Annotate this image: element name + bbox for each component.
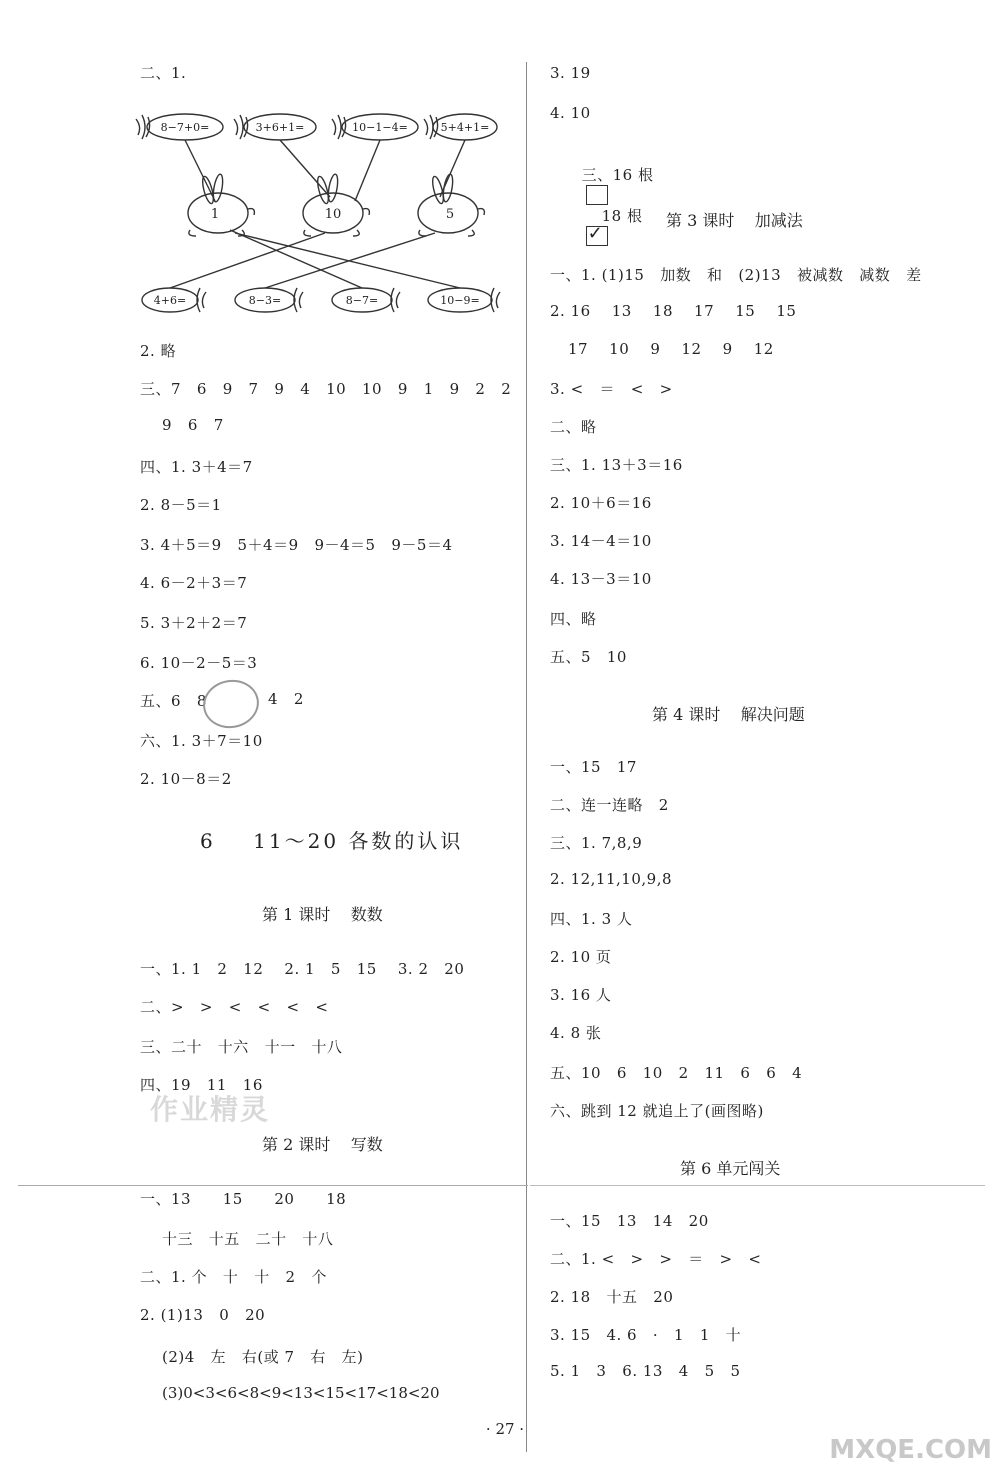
carrot-top-label-2: 3+6+1= xyxy=(255,121,305,134)
match-line xyxy=(185,140,215,201)
answer-line: 2. 8－5＝1 xyxy=(140,496,222,514)
answer-line: 2. 10－8＝2 xyxy=(140,770,232,788)
answer-line: 5. 3＋2＋2＝7 xyxy=(140,614,248,632)
answer-line: 一、1. 1 2 12 2. 1 5 15 3. 2 20 xyxy=(140,960,465,978)
rabbit-carrot-matching-figure xyxy=(130,105,520,320)
lesson-1-title: 第 1 课时 数数 xyxy=(262,905,383,924)
answer-line: 三、二十 十六 十一 十八 xyxy=(140,1038,343,1056)
answer-line: 2. (1)13 0 20 xyxy=(140,1306,266,1324)
answer-line: 6. 10－2－5＝3 xyxy=(140,654,258,672)
checked-checkbox xyxy=(586,226,608,246)
answer-line: 三、1. 7,8,9 xyxy=(550,834,643,852)
answer-line: 4. 10 xyxy=(550,104,591,122)
answer-line: 3. 15 4. 6 · 1 1 十 xyxy=(550,1326,742,1344)
column-divider xyxy=(526,62,527,1452)
horizontal-divider-left xyxy=(18,1185,528,1186)
answer-line: 2. 略 xyxy=(140,342,177,360)
carrot-top-label-3: 10−1−4= xyxy=(352,121,408,134)
answer-line: 二、> > < < < < xyxy=(140,998,329,1016)
answer-line: 六、跳到 12 就追上了(画图略) xyxy=(550,1102,764,1120)
stamp-mark xyxy=(199,676,262,733)
answer-line: 三、1. 13＋3＝16 xyxy=(550,456,683,474)
lesson-3-title: 第 3 课时 加减法 xyxy=(666,211,803,230)
answer-line: 二、连一连略 2 xyxy=(550,796,669,814)
answer-line: 9 6 7 xyxy=(162,416,224,434)
carrot-top-label-1: 8−7+0= xyxy=(160,121,210,134)
answer-line: 3. 16 人 xyxy=(550,986,612,1004)
match-line xyxy=(235,233,460,288)
answer-line: 三、7 6 9 7 9 4 10 10 9 1 9 2 2 xyxy=(140,380,512,398)
unit-6-review-title: 第 6 单元闯关 xyxy=(680,1159,781,1178)
answer-line: 十三 十五 二十 十八 xyxy=(162,1230,334,1248)
answer-line: 一、1. (1)15 加数 和 (2)13 被减数 减数 差 xyxy=(550,266,922,284)
answer-line: 3. < ＝ < > xyxy=(550,380,673,398)
answer-line: 2. 10＋6＝16 xyxy=(550,494,652,512)
rabbit-number-1: 1 xyxy=(210,207,220,222)
answer-line: 4 2 xyxy=(268,690,304,708)
lesson-2-title: 第 2 课时 写数 xyxy=(262,1135,383,1154)
carrot-bottom-label-2: 8−3= xyxy=(248,294,282,307)
answer-line: 4. 6－2＋3＝7 xyxy=(140,574,248,592)
answer-line: 17 10 9 12 9 12 xyxy=(568,340,774,358)
answer-line: 二、1. < > > ＝ > < xyxy=(550,1250,762,1268)
lesson-4-title: 第 4 课时 解决问题 xyxy=(652,705,805,724)
answer-line: 四、1. 3 人 xyxy=(550,910,633,928)
match-line xyxy=(170,233,325,288)
answer-line: 二、1. 个 十 十 2 个 xyxy=(140,1268,327,1286)
carrot-bottom-label-1: 4+6= xyxy=(153,294,187,307)
rabbit-2 xyxy=(303,174,369,236)
page-number: · 27 · xyxy=(485,1420,525,1438)
horizontal-divider-right xyxy=(530,1185,985,1186)
answer-line: 四、略 xyxy=(550,610,597,628)
match-line xyxy=(355,140,380,201)
answer-line: 3. 4＋5＝9 5＋4＝9 9－4＝5 9－5＝4 xyxy=(140,536,453,554)
answer-line: 四、19 11 16 xyxy=(140,1076,263,1094)
unit-title: 6 11～20 各数的认识 xyxy=(200,829,464,853)
answer-line: 2. 16 13 18 17 15 15 xyxy=(550,302,797,320)
answer-line: 一、13 15 20 18 xyxy=(140,1190,347,1208)
rabbit-1 xyxy=(188,174,254,236)
rabbit-number-3: 5 xyxy=(445,207,455,222)
carrot-top-label-4: 5+4+1= xyxy=(440,121,490,134)
answer-line: 一、15 13 14 20 xyxy=(550,1212,709,1230)
answer-line: 一、15 17 xyxy=(550,758,637,776)
rabbit-3 xyxy=(418,174,484,236)
answer-line: 5. 1 3 6. 13 4 5 5 xyxy=(550,1362,741,1380)
match-line xyxy=(280,140,330,197)
answer-line: 六、1. 3＋7＝10 xyxy=(140,732,263,750)
carrot-bottom-label-3: 8−7= xyxy=(345,294,379,307)
section-2-1-label: 二、1. xyxy=(140,64,187,82)
answer-line: 2. 10 页 xyxy=(550,948,612,966)
answer-line: 五、5 10 xyxy=(550,648,627,666)
answer-line: (3)0<3<6<8<9<13<15<17<18<20 xyxy=(162,1384,440,1402)
answer-line: 五、6 8 xyxy=(140,692,207,710)
answer-line: 3. 14－4＝10 xyxy=(550,532,652,550)
answer-line: 五、10 6 10 2 11 6 6 4 xyxy=(550,1064,803,1082)
corner-watermark: MXQE.COM xyxy=(829,1435,992,1465)
carrot-bottom-label-4: 10−9= xyxy=(440,294,480,307)
watermark-text: 作业精灵 xyxy=(150,1093,271,1126)
answer-line: 4. 13－3＝10 xyxy=(550,570,652,588)
answer-text: 18 根 xyxy=(601,207,643,225)
answer-text: 三、16 根 xyxy=(581,166,654,184)
answer-line: 2. 12,11,10,9,8 xyxy=(550,870,672,888)
match-line xyxy=(265,233,435,288)
answer-line: 4. 8 张 xyxy=(550,1024,602,1042)
answer-line: 2. 18 十五 20 xyxy=(550,1288,674,1306)
answer-line: 3. 19 xyxy=(550,64,591,82)
answer-line: 四、1. 3＋4＝7 xyxy=(140,458,253,476)
empty-checkbox xyxy=(586,185,608,205)
answer-line: 二、略 xyxy=(550,418,597,436)
rabbit-number-2: 10 xyxy=(324,207,342,222)
answer-line: (2)4 左 右(或 7 右 左) xyxy=(162,1348,364,1366)
section-3-answer xyxy=(550,146,653,264)
